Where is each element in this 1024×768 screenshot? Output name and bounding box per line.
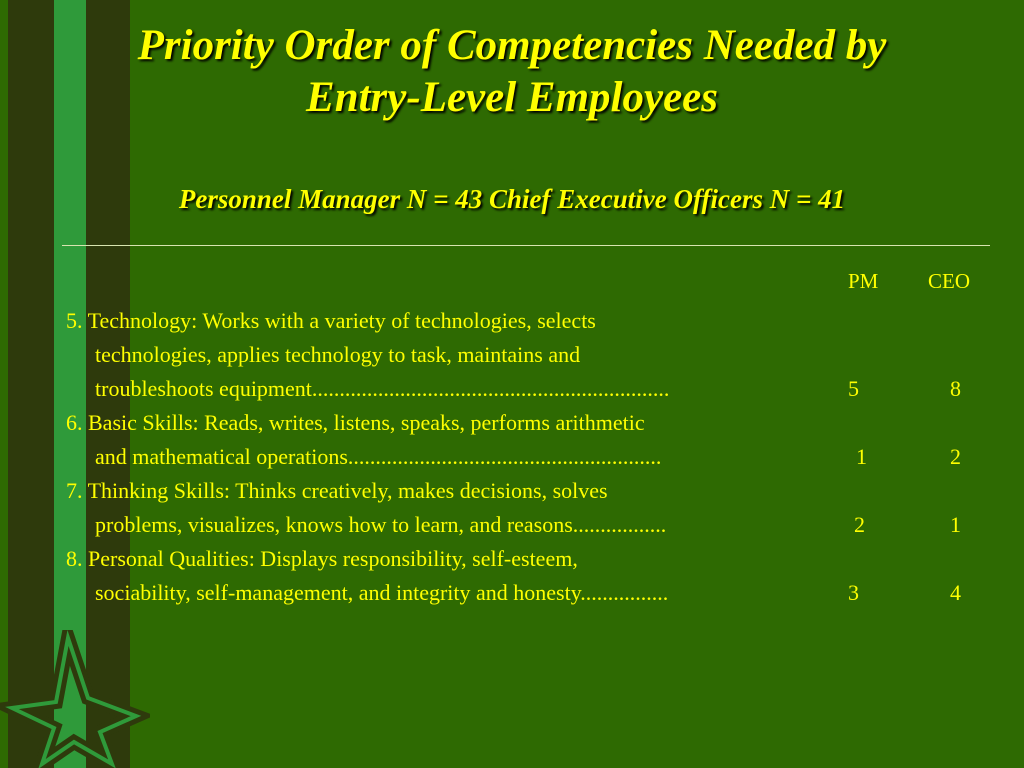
column-header-ceo: CEO bbox=[928, 269, 970, 293]
list-item-basic-skills bbox=[66, 406, 996, 474]
pm-value: 2 bbox=[854, 512, 865, 537]
item-text-line: sociability, self-management, and integrity and honesty................ bbox=[95, 580, 669, 605]
pm-value: 1 bbox=[856, 444, 867, 469]
ceo-value: 4 bbox=[950, 580, 961, 605]
item-text-line: 5. Technology: Works with a variety of technologies, selects bbox=[66, 308, 596, 333]
pm-value: 5 bbox=[848, 376, 859, 401]
item-text-line: and mathematical operations......................................................... bbox=[95, 444, 662, 469]
item-text-line: 7. Thinking Skills: Thinks creatively, makes decisions, solves bbox=[66, 478, 608, 503]
competency-list bbox=[66, 304, 996, 610]
divider bbox=[62, 245, 990, 246]
subtitle: Personnel Manager N = 43 Chief Executive Officers N = 41 bbox=[178, 184, 846, 214]
item-value-line bbox=[66, 372, 996, 406]
page-title bbox=[40, 20, 984, 124]
item-text-line: 8. Personal Qualities: Displays responsibility, self-esteem, bbox=[66, 546, 578, 571]
list-item-technology bbox=[66, 304, 996, 406]
list-item-thinking-skills bbox=[66, 474, 996, 542]
item-text-line: 6. Basic Skills: Reads, writes, listens, speaks, performs arithmetic bbox=[66, 410, 645, 435]
item-value-line bbox=[66, 508, 996, 542]
star-icon bbox=[0, 630, 150, 768]
list-item-personal-qualities bbox=[66, 542, 996, 610]
title-line-2: Entry-Level Employees bbox=[306, 74, 718, 121]
ceo-value: 8 bbox=[950, 376, 961, 401]
item-text-line: technologies, applies technology to task, maintains and bbox=[95, 342, 581, 367]
title-line-1: Priority Order of Competencies Needed by bbox=[137, 22, 887, 69]
item-text-line: troubleshoots equipment................................................................. bbox=[95, 376, 670, 401]
item-value-line bbox=[66, 440, 996, 474]
item-value-line bbox=[66, 576, 996, 610]
pm-value: 3 bbox=[848, 580, 859, 605]
column-header-pm: PM bbox=[848, 269, 879, 293]
item-text-line: problems, visualizes, knows how to learn, and reasons................. bbox=[95, 512, 667, 537]
ceo-value: 2 bbox=[950, 444, 961, 469]
ceo-value: 1 bbox=[950, 512, 961, 537]
